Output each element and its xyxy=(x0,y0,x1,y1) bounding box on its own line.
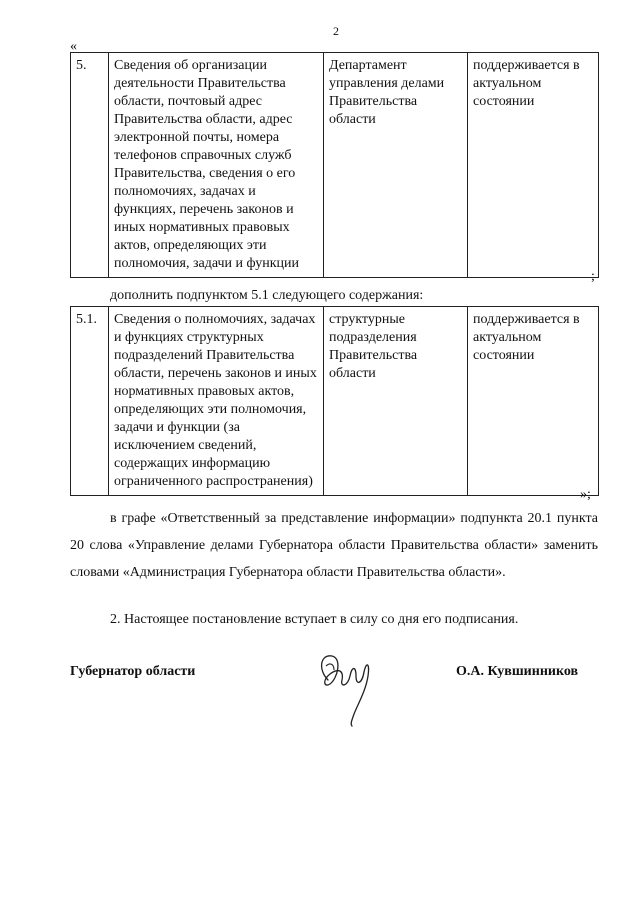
page-number: 2 xyxy=(333,24,339,38)
amendment-paragraph: в графе «Ответственный за представление информации» подпункта 20.1 пункта 20 слова «Управление делами Губернатора области Правительства области» заменить словами «Администрация Губернатора области Правительства области». xyxy=(70,511,598,580)
opening-quote: « xyxy=(70,39,77,54)
closing-quote: »; xyxy=(580,487,591,502)
effective-date-paragraph: 2. Настоящее постановление вступает в силу со дня его подписания. xyxy=(110,612,519,627)
handwritten-signature xyxy=(300,640,390,730)
table-item-5 xyxy=(70,52,599,278)
item-number: 5. xyxy=(71,53,109,278)
responsible-department: Департамент управления делами Правительства области xyxy=(324,53,468,278)
semicolon-mark: ; xyxy=(591,269,595,284)
update-frequency: поддерживается в актуальном состоянии xyxy=(468,53,599,278)
signatory-position: Губернатор области xyxy=(70,664,196,679)
info-content: Сведения о полномочиях, задачах и функциях структурных подразделений Правительства области, перечень законов и иных нормативных правовых актов, определяющих эти полномочия, задачи и функции (за исключением сведений, содержащих информацию ограниченного распространения) xyxy=(109,307,324,496)
table-item-5-1 xyxy=(70,306,599,496)
update-frequency: поддерживается в актуальном состоянии xyxy=(468,307,599,496)
item-number: 5.1. xyxy=(71,307,109,496)
table-row xyxy=(71,53,599,278)
table-row xyxy=(71,307,599,496)
responsible-department: структурные подразделения Правительства области xyxy=(324,307,468,496)
info-content: Сведения об организации деятельности Правительства области, почтовый адрес Правительства области, адрес электронной почты, номера телефонов справочных служб Правительства, сведения о его полномочиях, задачах и функциях, перечень законов и иных нормативных правовых актов, определяющих эти полномочия, задачи и функции xyxy=(109,53,324,278)
intro-text: дополнить подпунктом 5.1 следующего содержания: xyxy=(110,288,424,303)
signatory-name: О.А. Кувшинников xyxy=(456,664,579,679)
